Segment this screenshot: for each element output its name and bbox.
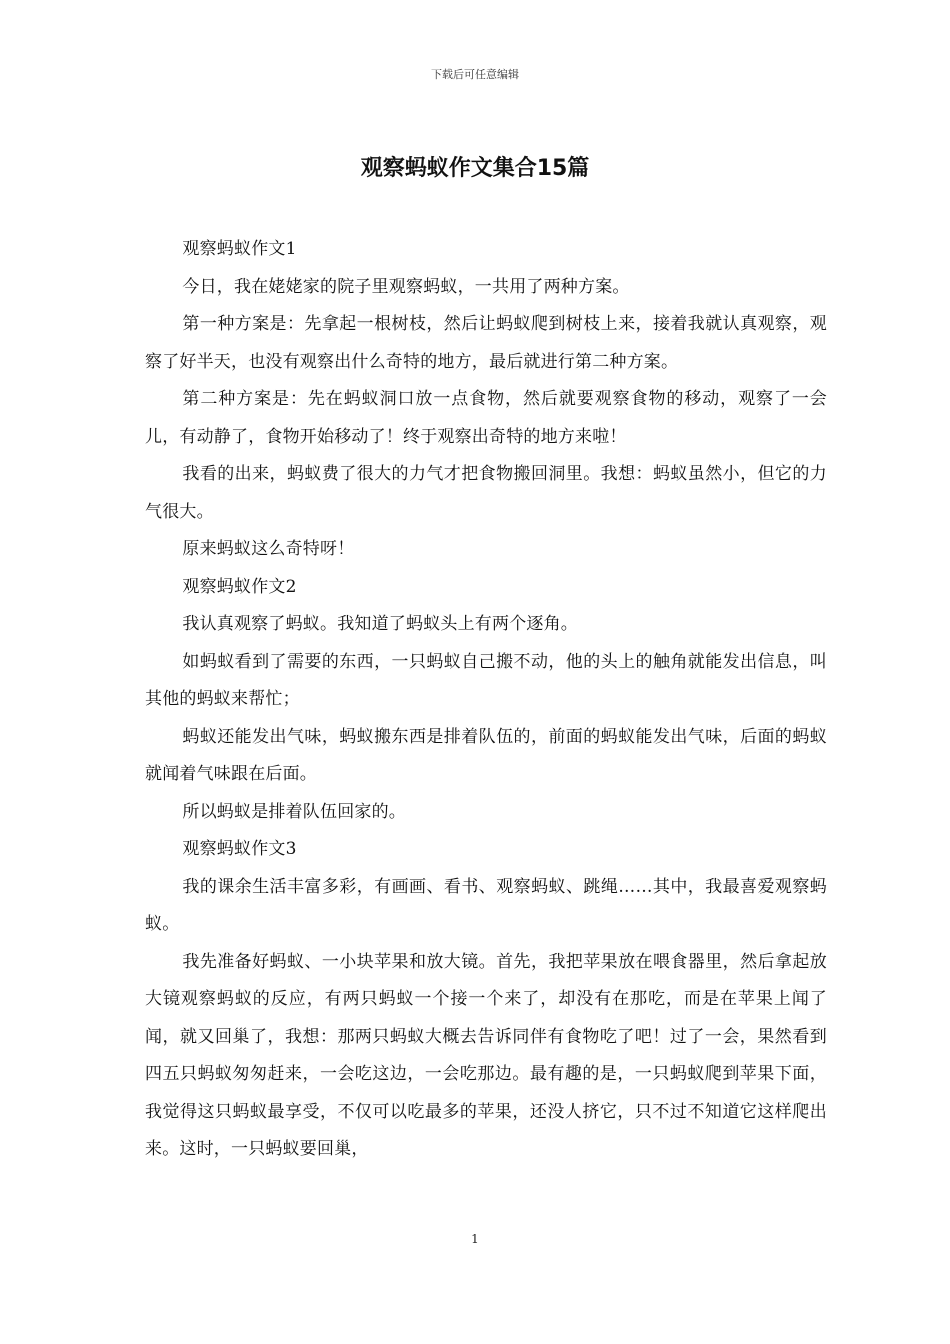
page-number: 1 [471,1232,479,1246]
paragraph: 如蚂蚁看到了需要的东西，一只蚂蚁自己搬不动，他的头上的触角就能发出信息，叫其他的蚂蚁来帮忙； [145,651,827,709]
document-title: 观察蚂蚁作文集合15篇 [360,156,590,181]
section-heading: 观察蚂蚁作文3 [182,839,297,859]
paragraph: 今日，我在姥姥家的院子里观察蚂蚁，一共用了两种方案。 [182,276,630,297]
paragraph: 我先准备好蚂蚁、一小块苹果和放大镜。首先，我把苹果放在喂食器里，然后拿起放大镜观察蚂蚁的反应，有两只蚂蚁一个接一个来了，却没有在那吃，而是在苹果上闻了闻，就又回巢了，我想：那两只蚂蚁大概去告诉同伴有食物吃了吧！过了一会，果然看到四五只蚂蚁匆匆赶来，一会吃这边，一会吃那边。最有趣的是，一只蚂蚁爬到苹果下面，我觉得这只蚂蚁最享受，不仅可以吃最多的苹果，还没人挤它，只不过不知道它这样爬出来。这时，一只蚂蚁要回巢， [145,951,827,1159]
paragraph: 我认真观察了蚂蚁。我知道了蚂蚁头上有两个逐角。 [182,614,578,634]
paragraph: 所以蚂蚁是排着队伍回家的。 [182,801,406,822]
section-heading: 观察蚂蚁作文1 [182,239,297,259]
paragraph: 蚂蚁还能发出气味，蚂蚁搬东西是排着队伍的，前面的蚂蚁能发出气味，后面的蚂蚁就闻着气味跟在后面。 [145,726,827,784]
section-heading: 观察蚂蚁作文2 [182,576,297,597]
paragraph: 我的课余生活丰富多彩，有画画、看书、观察蚂蚁、跳绳……其中，我最喜爱观察蚂蚁。 [145,876,827,934]
paragraph: 第一种方案是：先拿起一根树枝，然后让蚂蚁爬到树枝上来，接着我就认真观察，观察了好半天，也没有观察出什么奇特的地方，最后就进行第二种方案。 [145,314,827,372]
page-header: 下载后可任意编辑 [431,68,519,81]
paragraph: 我看的出来，蚂蚁费了很大的力气才把食物搬回洞里。我想：蚂蚁虽然小，但它的力气很大。 [145,464,827,522]
document-body [145,231,827,1169]
paragraph: 原来蚂蚁这么奇特呀！ [182,539,355,559]
paragraph: 第二种方案是：先在蚂蚁洞口放一点食物，然后就要观察食物的移动，观察了一会儿，有动静了，食物开始移动了！终于观察出奇特的地方来啦！ [145,389,827,447]
